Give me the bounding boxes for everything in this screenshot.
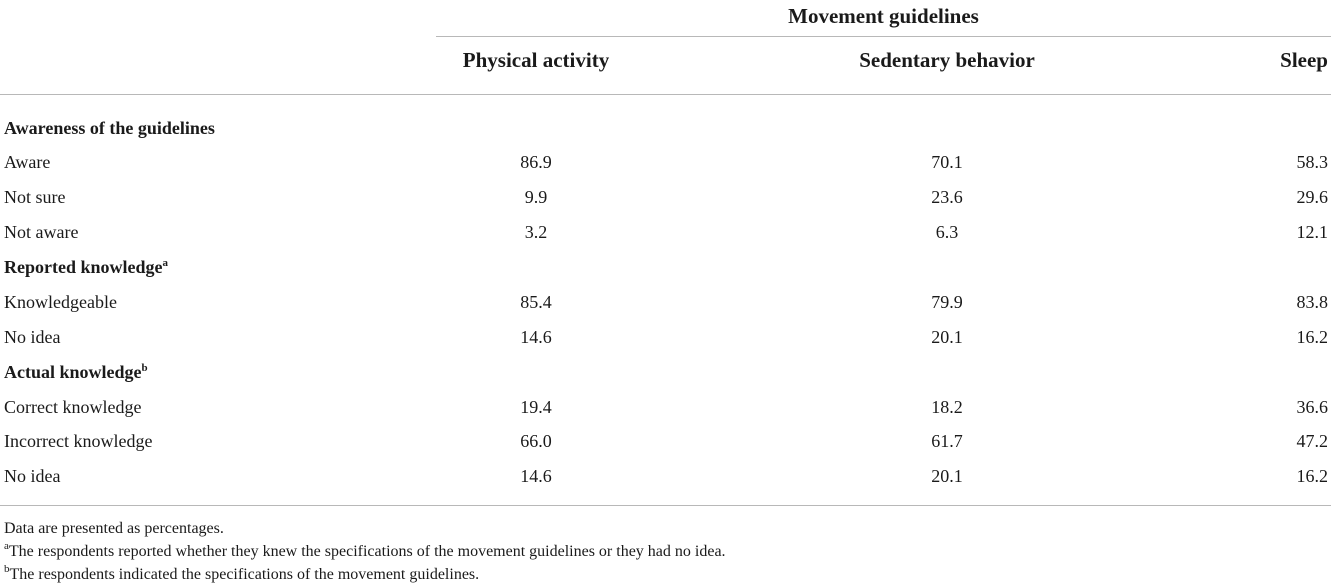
group-header-movement-guidelines: Movement guidelines <box>788 4 979 28</box>
section-heading-actual-knowledge <box>0 360 1331 395</box>
section-title: Reported knowledge <box>4 257 163 277</box>
section-title: Awareness of the guidelines <box>4 118 215 138</box>
footnote-marker: b <box>141 362 148 374</box>
cell-sedentary-behavior: 18.2 <box>931 397 963 417</box>
footnote-marker: a <box>162 257 168 269</box>
cell-physical-activity: 3.2 <box>524 222 548 242</box>
cell-sedentary-behavior: 20.1 <box>931 466 963 486</box>
cell-physical-activity: 9.9 <box>524 187 548 207</box>
cell-sedentary-behavior: 61.7 <box>931 431 963 451</box>
cell-physical-activity: 19.4 <box>520 397 552 417</box>
table-row <box>0 220 1331 255</box>
section-title: Actual knowledge <box>4 362 142 382</box>
table-row <box>0 290 1331 325</box>
row-label: Not sure <box>4 187 66 207</box>
table-row <box>0 395 1331 430</box>
cell-physical-activity: 85.4 <box>520 292 552 312</box>
section-heading-reported-knowledge <box>0 255 1331 290</box>
cell-sleep: 58.3 <box>1296 152 1328 172</box>
footnote-b-marker: b <box>4 563 10 575</box>
row-label: Incorrect knowledge <box>4 431 153 451</box>
table-bottom-rule <box>0 505 1331 506</box>
cell-sedentary-behavior: 20.1 <box>931 327 963 347</box>
cell-sedentary-behavior: 23.6 <box>931 187 963 207</box>
table-row <box>0 150 1331 185</box>
table-row <box>0 325 1331 360</box>
cell-physical-activity: 14.6 <box>520 466 552 486</box>
row-label: Knowledgeable <box>4 292 117 312</box>
table-row <box>0 464 1331 499</box>
column-header-physical-activity: Physical activity <box>462 48 610 72</box>
cell-sedentary-behavior: 6.3 <box>935 222 959 242</box>
row-label: No idea <box>4 466 61 486</box>
table-row <box>0 185 1331 220</box>
header-bottom-rule <box>0 94 1331 95</box>
table-footnotes <box>4 517 1324 586</box>
footnote-a-text: The respondents reported whether they knew the specifications of the movement guidelines or they had no idea. <box>8 543 726 560</box>
cell-physical-activity: 14.6 <box>520 327 552 347</box>
footnote-b <box>4 563 1324 586</box>
cell-physical-activity: 66.0 <box>520 431 552 451</box>
cell-sleep: 83.8 <box>1296 292 1328 312</box>
cell-physical-activity: 86.9 <box>520 152 552 172</box>
column-header-sleep: Sleep <box>1280 48 1328 72</box>
section-heading-awareness <box>0 116 1331 151</box>
row-label: Aware <box>4 152 51 172</box>
footnote-a <box>4 540 1324 563</box>
footnote-a-marker: a <box>4 540 9 552</box>
cell-sleep: 36.6 <box>1296 397 1328 417</box>
cell-sleep: 16.2 <box>1296 327 1328 347</box>
footnote-general: Data are presented as percentages. <box>4 520 224 537</box>
row-label: No idea <box>4 327 61 347</box>
cell-sleep: 16.2 <box>1296 466 1328 486</box>
cell-sedentary-behavior: 70.1 <box>931 152 963 172</box>
table-row <box>0 429 1331 464</box>
cell-sleep: 12.1 <box>1296 222 1328 242</box>
column-header-sedentary-behavior: Sedentary behavior <box>859 48 1035 72</box>
row-label: Correct knowledge <box>4 397 142 417</box>
cell-sleep: 47.2 <box>1296 431 1328 451</box>
cell-sleep: 29.6 <box>1296 187 1328 207</box>
group-header-rule <box>436 36 1331 37</box>
row-label: Not aware <box>4 222 79 242</box>
cell-sedentary-behavior: 79.9 <box>931 292 963 312</box>
footnote-b-text: The respondents indicated the specifications of the movement guidelines. <box>9 566 480 583</box>
